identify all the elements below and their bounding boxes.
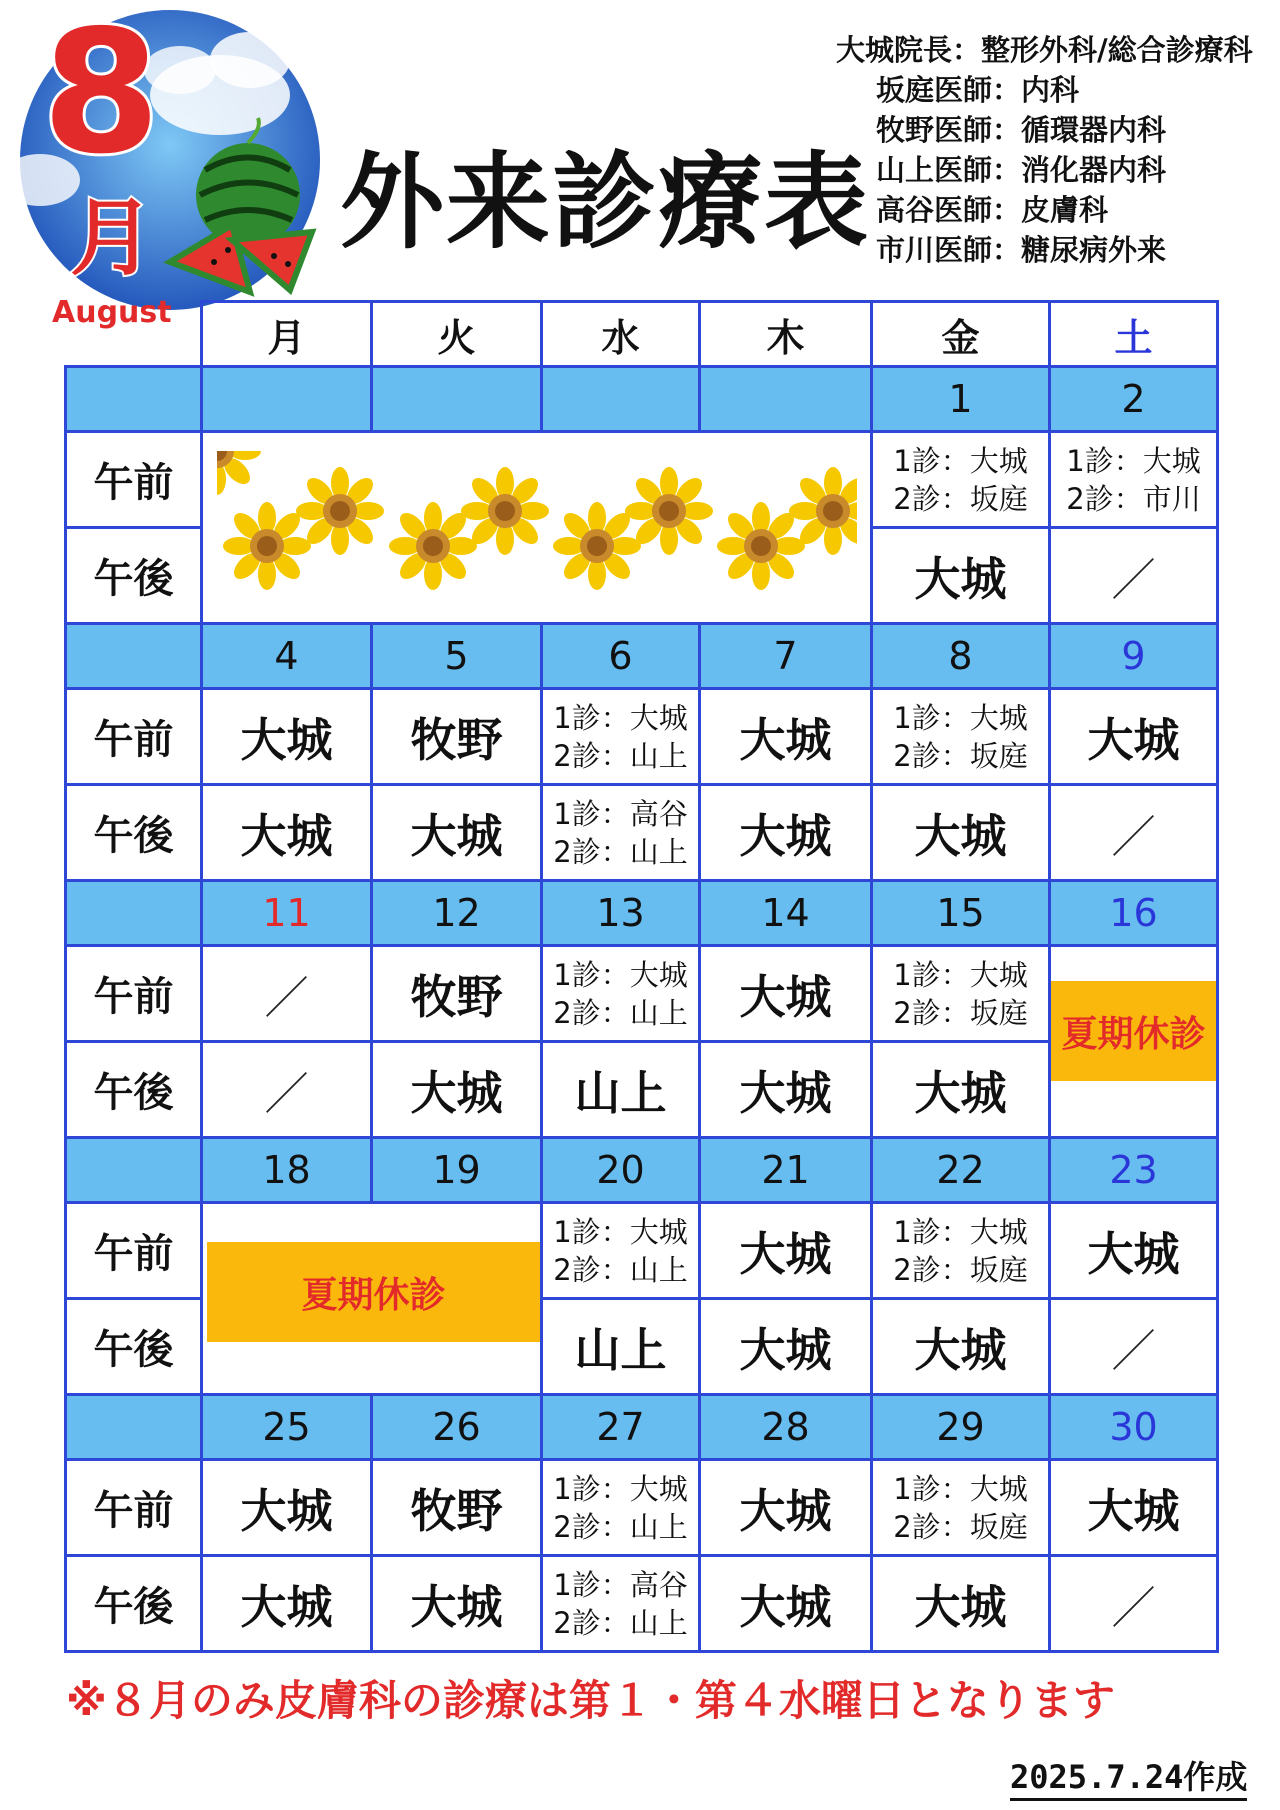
schedule-cell-none: ／ (202, 1042, 372, 1138)
schedule-table (64, 300, 1219, 1653)
corner-cell (66, 302, 202, 367)
date-cell-holiday: 11 (202, 881, 372, 946)
date-cell: 22 (872, 1138, 1050, 1203)
clinic-1: 1診：大城 (893, 443, 1028, 478)
clinic-2: 2診：坂庭 (893, 1509, 1028, 1544)
doctor-item: 大城院長：整形外科/総合診療科 (836, 33, 1253, 67)
schedule-cell: 大城 (1050, 1203, 1218, 1299)
schedule-cell: 大城 (372, 1556, 542, 1652)
pm-label: 午後 (66, 1042, 202, 1138)
clinic-2: 2診：坂庭 (893, 995, 1028, 1030)
am-label: 午前 (66, 432, 202, 528)
schedule-cell: 大城 (872, 528, 1050, 624)
date-cell-saturday: 9 (1050, 624, 1218, 689)
date-cell: 5 (372, 624, 542, 689)
clinic-1: 1診：大城 (553, 957, 688, 992)
month-logo (0, 0, 340, 340)
schedule-cell-none: ／ (1050, 1299, 1218, 1395)
date-cell (66, 1395, 202, 1460)
clinic-2: 2診：山上 (553, 834, 688, 869)
schedule-cell: 大城 (700, 689, 872, 785)
schedule-cell (872, 946, 1050, 1042)
date-cell: 15 (872, 881, 1050, 946)
pm-label: 午後 (66, 528, 202, 624)
clinic-2: 2診：山上 (553, 1509, 688, 1544)
schedule-cell-none: ／ (1050, 1556, 1218, 1652)
clinic-2: 2診：坂庭 (893, 481, 1028, 516)
am-label: 午前 (66, 1203, 202, 1299)
date-cell: 18 (202, 1138, 372, 1203)
sunflower-decoration (202, 432, 872, 624)
doctor-list (826, 30, 1253, 270)
schedule-cell: 大城 (700, 1203, 872, 1299)
summer-closed-badge: 夏期休診 (1051, 981, 1216, 1081)
date-cell: 8 (872, 624, 1050, 689)
date-cell: 25 (202, 1395, 372, 1460)
date-cell: 4 (202, 624, 372, 689)
clinic-1: 1診：大城 (553, 1214, 688, 1249)
doctor-item: 市川医師：糖尿病外来 (876, 233, 1167, 267)
clinic-1: 1診：高谷 (553, 1567, 688, 1602)
date-cell: 26 (372, 1395, 542, 1460)
date-cell (700, 367, 872, 432)
date-cell: 28 (700, 1395, 872, 1460)
clinic-2: 2診：市川 (1066, 481, 1201, 516)
clinic-1: 1診：大城 (893, 1214, 1028, 1249)
clinic-1: 1診：大城 (1066, 443, 1201, 478)
schedule-cell (542, 1460, 700, 1556)
doctor-item: 坂庭医師：内科 (876, 73, 1080, 107)
schedule-cell: 牧野 (372, 946, 542, 1042)
weekday-header: 木 (700, 302, 872, 367)
created-date: 2025.7.24作成 (1010, 1752, 1247, 1801)
schedule-cell: 牧野 (372, 1460, 542, 1556)
schedule-cell-none: ／ (1050, 528, 1218, 624)
closed-cell (202, 1203, 542, 1395)
date-cell (372, 367, 542, 432)
date-cell (66, 367, 202, 432)
schedule-cell: 大城 (872, 785, 1050, 881)
date-cell: 12 (372, 881, 542, 946)
schedule-cell (872, 432, 1050, 528)
weekday-header: 月 (202, 302, 372, 367)
schedule-cell (542, 785, 700, 881)
clinic-1: 1診：高谷 (553, 796, 688, 831)
schedule-cell: 山上 (542, 1299, 700, 1395)
date-row (66, 1395, 1218, 1460)
schedule-cell: 大城 (202, 1460, 372, 1556)
date-cell: 19 (372, 1138, 542, 1203)
schedule-cell: 大城 (1050, 1460, 1218, 1556)
date-cell (542, 367, 700, 432)
date-cell: 27 (542, 1395, 700, 1460)
schedule-cell (872, 689, 1050, 785)
schedule-cell: 大城 (872, 1556, 1050, 1652)
schedule-cell: 大城 (202, 689, 372, 785)
clinic-2: 2診：坂庭 (893, 1252, 1028, 1287)
date-cell (66, 1138, 202, 1203)
weekday-header: 水 (542, 302, 700, 367)
schedule-cell: 大城 (202, 1556, 372, 1652)
schedule-cell-none: ／ (202, 946, 372, 1042)
sunflower-icon (217, 451, 857, 601)
weekday-header: 火 (372, 302, 542, 367)
pm-label: 午後 (66, 1299, 202, 1395)
clinic-1: 1診：大城 (893, 957, 1028, 992)
schedule-cell (872, 1460, 1050, 1556)
date-cell: 2 (1050, 367, 1218, 432)
schedule-cell: 大城 (700, 1042, 872, 1138)
date-cell (66, 881, 202, 946)
schedule-cell: 大城 (372, 785, 542, 881)
date-row (66, 624, 1218, 689)
schedule-cell: 大城 (700, 1556, 872, 1652)
schedule-cell: 山上 (542, 1042, 700, 1138)
doctor-item: 山上医師：消化器内科 (876, 153, 1167, 187)
weekday-header: 金 (872, 302, 1050, 367)
schedule-cell: 大城 (872, 1299, 1050, 1395)
schedule-cell: 大城 (872, 1042, 1050, 1138)
schedule-cell (542, 689, 700, 785)
clinic-2: 2診：山上 (553, 738, 688, 773)
weekday-header-saturday: 土 (1050, 302, 1218, 367)
schedule-cell: 大城 (1050, 689, 1218, 785)
clinic-1: 1診：大城 (893, 700, 1028, 735)
clinic-1: 1診：大城 (553, 1471, 688, 1506)
date-cell-saturday: 23 (1050, 1138, 1218, 1203)
page-title: 外来診療表 (340, 141, 871, 263)
doctor-item: 高谷医師：皮膚科 (876, 193, 1109, 227)
dermatology-note: ※８月のみ皮膚科の診療は第１・第４水曜日となります (66, 1676, 1115, 1725)
date-cell: 14 (700, 881, 872, 946)
clinic-2: 2診：山上 (553, 995, 688, 1030)
am-label: 午前 (66, 1460, 202, 1556)
schedule-cell (542, 1203, 700, 1299)
date-cell: 6 (542, 624, 700, 689)
date-cell: 7 (700, 624, 872, 689)
clinic-2: 2診：坂庭 (893, 738, 1028, 773)
date-cell: 13 (542, 881, 700, 946)
schedule-cell (542, 946, 700, 1042)
month-number: 8 (42, 0, 161, 192)
date-cell-saturday: 30 (1050, 1395, 1218, 1460)
pm-label: 午後 (66, 785, 202, 881)
schedule-cell (872, 1203, 1050, 1299)
date-cell: 29 (872, 1395, 1050, 1460)
schedule-cell: 大城 (700, 1299, 872, 1395)
date-row (66, 1138, 1218, 1203)
date-cell (66, 624, 202, 689)
schedule-cell: 大城 (700, 785, 872, 881)
date-cell: 20 (542, 1138, 700, 1203)
date-cell (202, 367, 372, 432)
date-row (66, 367, 1218, 432)
pm-label: 午後 (66, 1556, 202, 1652)
month-kanji: 月 (70, 189, 155, 287)
schedule-cell: 大城 (372, 1042, 542, 1138)
date-cell-saturday: 16 (1050, 881, 1218, 946)
date-row (66, 881, 1218, 946)
schedule-cell: 牧野 (372, 689, 542, 785)
schedule-cell: 大城 (202, 785, 372, 881)
schedule-cell: 大城 (700, 946, 872, 1042)
schedule-cell (1050, 432, 1218, 528)
clinic-2: 2診：山上 (553, 1605, 688, 1640)
schedule-cell (542, 1556, 700, 1652)
clinic-2: 2診：山上 (553, 1252, 688, 1287)
am-label: 午前 (66, 946, 202, 1042)
summer-closed-badge: 夏期休診 (207, 1242, 540, 1342)
clinic-1: 1診：大城 (893, 1471, 1028, 1506)
date-cell: 1 (872, 367, 1050, 432)
schedule-cell-none: ／ (1050, 785, 1218, 881)
doctor-item: 牧野医師：循環器内科 (876, 113, 1167, 147)
month-english: August (52, 295, 172, 330)
schedule-cell: 大城 (700, 1460, 872, 1556)
date-cell: 21 (700, 1138, 872, 1203)
closed-cell (1050, 946, 1218, 1138)
am-label: 午前 (66, 689, 202, 785)
clinic-1: 1診：大城 (553, 700, 688, 735)
